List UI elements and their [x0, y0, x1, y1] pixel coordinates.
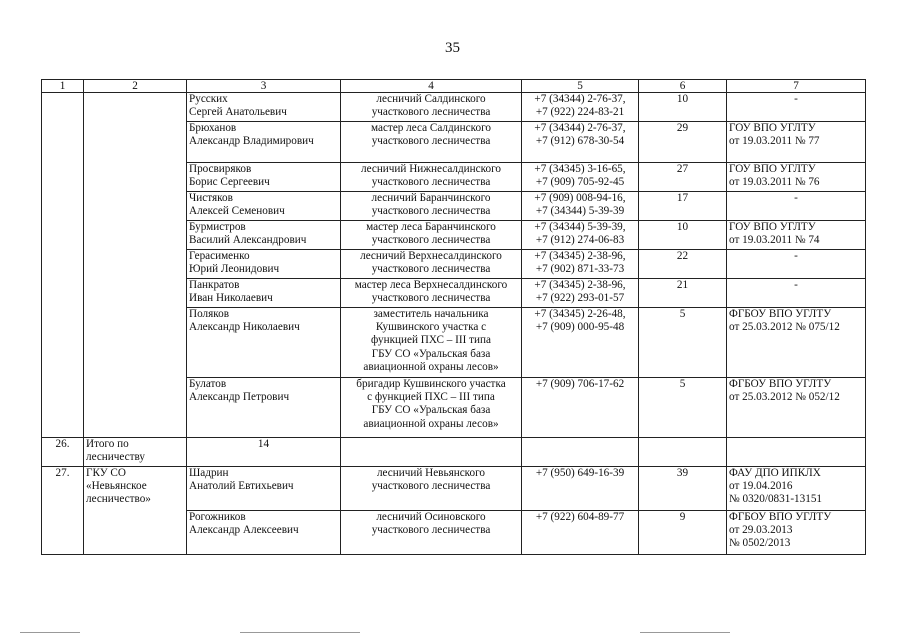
employee-experience: 10 — [639, 221, 727, 250]
employee-phones-line: +7 (34345) 2-38-96, — [534, 279, 626, 291]
employee-education — [727, 467, 866, 511]
employee-name-line: Просвиряков — [189, 163, 252, 175]
employee-name — [187, 93, 341, 122]
employee-name-line: Борис Сергеевич — [189, 176, 270, 189]
employee-education-line: от 19.03.2011 № 74 — [729, 234, 820, 247]
employee-experience: 21 — [639, 279, 727, 308]
employee-phones-line: +7 (909) 706-17-62 — [535, 378, 625, 390]
section-organization-line: «Невьянское — [86, 480, 147, 493]
employee-phones — [522, 250, 639, 279]
employee-education — [727, 221, 866, 250]
total-label-line: Итого по — [86, 438, 129, 450]
employee-phones-line: +7 (34344) 2-76-37, — [534, 122, 626, 134]
employee-position-line: мастер леса Салдинского — [371, 122, 491, 134]
employee-education — [727, 511, 866, 555]
section-organization-line: ГКУ СО — [86, 467, 126, 479]
employee-position-line: участкового лесничества — [371, 480, 491, 493]
employee-position-line: лесничий Баранчинского — [371, 192, 491, 204]
employee-position-line: участкового лесничества — [371, 135, 491, 148]
employee-position-line: Кушвинского участка с — [375, 321, 487, 334]
empty-cell — [639, 438, 727, 467]
employee-name — [187, 250, 341, 279]
employee-name — [187, 122, 341, 163]
employee-education-line: - — [794, 279, 798, 291]
employee-position-line: ГБУ СО «Уральская база — [371, 404, 491, 417]
total-label — [84, 438, 187, 467]
employee-education-line: - — [794, 192, 798, 204]
employee-position-line: бригадир Кушвинского участка — [356, 378, 506, 390]
total-row — [42, 438, 866, 467]
employee-phones-line: +7 (922) 604-89-77 — [535, 511, 625, 523]
employee-position-line: заместитель начальника — [373, 308, 489, 320]
employee-name-line: Панкратов — [189, 279, 240, 291]
employee-name-line: Александр Петрович — [189, 391, 290, 404]
employee-position-line: функцией ПХС – III типа — [371, 334, 491, 347]
column-number: 1 — [42, 80, 84, 93]
employee-name-line: Сергей Анатольевич — [189, 106, 287, 119]
employee-name — [187, 378, 341, 438]
employee-name — [187, 467, 341, 511]
employee-education-line: от 19.03.2011 № 76 — [729, 176, 820, 189]
employee-education — [727, 163, 866, 192]
employee-education-line: от 19.04.2016 — [729, 480, 793, 493]
employee-experience: 27 — [639, 163, 727, 192]
employee-phones-line: +7 (909) 705-92-45 — [535, 176, 625, 189]
employee-phones — [522, 279, 639, 308]
employee-phones — [522, 163, 639, 192]
row-number-empty — [42, 93, 84, 438]
column-number-row — [42, 80, 866, 93]
employee-name-line: Булатов — [189, 378, 227, 390]
employee-education-line: ГОУ ВПО УГЛТУ — [729, 221, 816, 233]
employee-education-line: ФАУ ДПО ИПКЛХ — [729, 467, 821, 479]
employee-position — [341, 308, 522, 378]
employee-name — [187, 163, 341, 192]
employee-position-line: лесничий Невьянского — [376, 467, 486, 479]
employee-name-line: Александр Владимирович — [189, 135, 314, 148]
employee-position — [341, 378, 522, 438]
employee-name-line: Александр Алексеевич — [189, 524, 299, 537]
employee-phones-line: +7 (902) 871-33-73 — [535, 263, 625, 276]
employee-position-line: мастер леса Баранчинского — [366, 221, 496, 233]
section-number: 27. — [42, 467, 84, 555]
employee-name — [187, 279, 341, 308]
employee-education-line: от 25.03.2012 № 052/12 — [729, 391, 840, 404]
employee-education — [727, 250, 866, 279]
column-number: 3 — [187, 80, 341, 93]
employee-education-line: ГОУ ВПО УГЛТУ — [729, 163, 816, 175]
employee-name-line: Анатолий Евтихьевич — [189, 480, 294, 493]
column-number: 2 — [84, 80, 187, 93]
employee-position-line: авиационной охраны лесов» — [363, 360, 499, 373]
employee-position — [341, 467, 522, 511]
employee-name-line: Брюханов — [189, 122, 237, 134]
employee-position-line: авиационной охраны лесов» — [363, 417, 499, 430]
employee-education — [727, 308, 866, 378]
employee-phones — [522, 93, 639, 122]
employee-experience: 10 — [639, 93, 727, 122]
employee-position — [341, 250, 522, 279]
employee-position-line: участкового лесничества — [371, 106, 491, 119]
employee-position — [341, 279, 522, 308]
employee-position-line: участкового лесничества — [371, 234, 491, 247]
employee-experience: 17 — [639, 192, 727, 221]
scan-artifact — [20, 632, 80, 633]
employee-position — [341, 511, 522, 555]
table-row — [42, 93, 866, 122]
employee-name — [187, 308, 341, 378]
employee-phones-line: +7 (34344) 5-39-39, — [534, 221, 626, 233]
employee-phones-line: +7 (34345) 2-38-96, — [534, 250, 626, 262]
employee-name-line: Бурмистров — [189, 221, 246, 233]
column-number: 4 — [341, 80, 522, 93]
employee-experience: 5 — [639, 308, 727, 378]
section-organization — [84, 467, 187, 555]
employee-position-line: участкового лесничества — [371, 292, 491, 305]
employee-position — [341, 122, 522, 163]
empty-cell — [727, 438, 866, 467]
scan-artifact — [240, 632, 360, 633]
employee-name-line: Шадрин — [189, 467, 229, 479]
employee-position — [341, 93, 522, 122]
employee-position-line: участкового лесничества — [371, 524, 491, 537]
total-row-number: 26. — [42, 438, 84, 467]
employee-phones-line: +7 (909) 000-95-48 — [535, 321, 625, 334]
employee-experience: 22 — [639, 250, 727, 279]
employee-phones — [522, 221, 639, 250]
employee-phones-line: +7 (34344) 2-76-37, — [534, 93, 626, 105]
total-count: 14 — [187, 438, 341, 467]
employee-experience: 29 — [639, 122, 727, 163]
employee-name-line: Чистяков — [189, 192, 233, 204]
employee-name-line: Герасименко — [189, 250, 250, 262]
empty-cell — [341, 438, 522, 467]
employee-experience: 39 — [639, 467, 727, 511]
employee-position-line: с функцией ПХС – III типа — [367, 391, 495, 404]
staff-table — [41, 79, 866, 555]
employee-education-line: от 19.03.2011 № 77 — [729, 135, 820, 148]
employee-position-line: участкового лесничества — [371, 176, 491, 189]
employee-name-line: Русских — [189, 93, 228, 105]
employee-position-line: лесничий Верхнесалдинского — [360, 250, 502, 262]
employee-education-line: ФГБОУ ВПО УГЛТУ — [729, 511, 832, 523]
employee-phones-line: +7 (912) 678-30-54 — [535, 135, 625, 148]
employee-phones — [522, 511, 639, 555]
employee-name-line: Василий Александрович — [189, 234, 307, 247]
column-number: 5 — [522, 80, 639, 93]
employee-position — [341, 163, 522, 192]
employee-position-line: ГБУ СО «Уральская база — [371, 347, 491, 360]
employee-name — [187, 192, 341, 221]
employee-phones-line: +7 (34345) 2-26-48, — [534, 308, 626, 320]
page-number: 35 — [445, 40, 460, 56]
empty-cell — [522, 438, 639, 467]
employee-phones — [522, 122, 639, 163]
employee-phones-line: +7 (922) 293-01-57 — [535, 292, 625, 305]
employee-education — [727, 192, 866, 221]
employee-education — [727, 378, 866, 438]
employee-phones-line: +7 (912) 274-06-83 — [535, 234, 625, 247]
employee-name-line: Алексей Семенович — [189, 205, 285, 218]
section-organization-line: лесничество» — [86, 493, 151, 506]
employee-name-line: Александр Николаевич — [189, 321, 300, 334]
employee-phones-line: +7 (922) 224-83-21 — [535, 106, 625, 119]
employee-phones — [522, 308, 639, 378]
employee-education-line: № 0320/0831-13151 — [729, 493, 823, 506]
employee-education-line: ФГБОУ ВПО УГЛТУ — [729, 308, 832, 320]
employee-education-line: ГОУ ВПО УГЛТУ — [729, 122, 816, 134]
employee-position — [341, 192, 522, 221]
employee-name-line: Иван Николаевич — [189, 292, 273, 305]
employee-education — [727, 122, 866, 163]
employee-phones — [522, 192, 639, 221]
employee-name-line: Рогожников — [189, 511, 246, 523]
employee-phones-line: +7 (34344) 5-39-39 — [535, 205, 625, 218]
employee-position — [341, 221, 522, 250]
employee-experience: 5 — [639, 378, 727, 438]
employee-education-line: от 29.03.2013 — [729, 524, 793, 537]
column-number: 6 — [639, 80, 727, 93]
employee-position-line: мастер леса Верхнесалдинского — [354, 279, 508, 291]
employee-name — [187, 221, 341, 250]
organization-empty — [84, 93, 187, 438]
scan-artifact — [640, 632, 730, 633]
employee-education-line: ФГБОУ ВПО УГЛТУ — [729, 378, 832, 390]
employee-position-line: лесничий Салдинского — [376, 93, 486, 105]
employee-experience: 9 — [639, 511, 727, 555]
employee-phones — [522, 378, 639, 438]
employee-position-line: участкового лесничества — [371, 263, 491, 276]
table-row — [42, 467, 866, 511]
employee-position-line: лесничий Нижнесалдинского — [361, 163, 501, 175]
employee-phones-line: +7 (34345) 3-16-65, — [534, 163, 626, 175]
employee-education-line: - — [794, 93, 798, 105]
employee-name-line: Юрий Леонидович — [189, 263, 280, 276]
employee-education-line: - — [794, 250, 798, 262]
column-number: 7 — [727, 80, 866, 93]
employee-name-line: Поляков — [189, 308, 229, 320]
employee-education-line: от 25.03.2012 № 075/12 — [729, 321, 840, 334]
employee-phones — [522, 467, 639, 511]
employee-education — [727, 279, 866, 308]
employee-phones-line: +7 (909) 008-94-16, — [534, 192, 626, 204]
employee-position-line: участкового лесничества — [371, 205, 491, 218]
employee-name — [187, 511, 341, 555]
total-label-line: лесничеству — [86, 451, 145, 464]
employee-phones-line: +7 (950) 649-16-39 — [535, 467, 625, 479]
employee-education — [727, 93, 866, 122]
employee-education-line: № 0502/2013 — [729, 537, 791, 550]
employee-position-line: лесничий Осиновского — [376, 511, 486, 523]
